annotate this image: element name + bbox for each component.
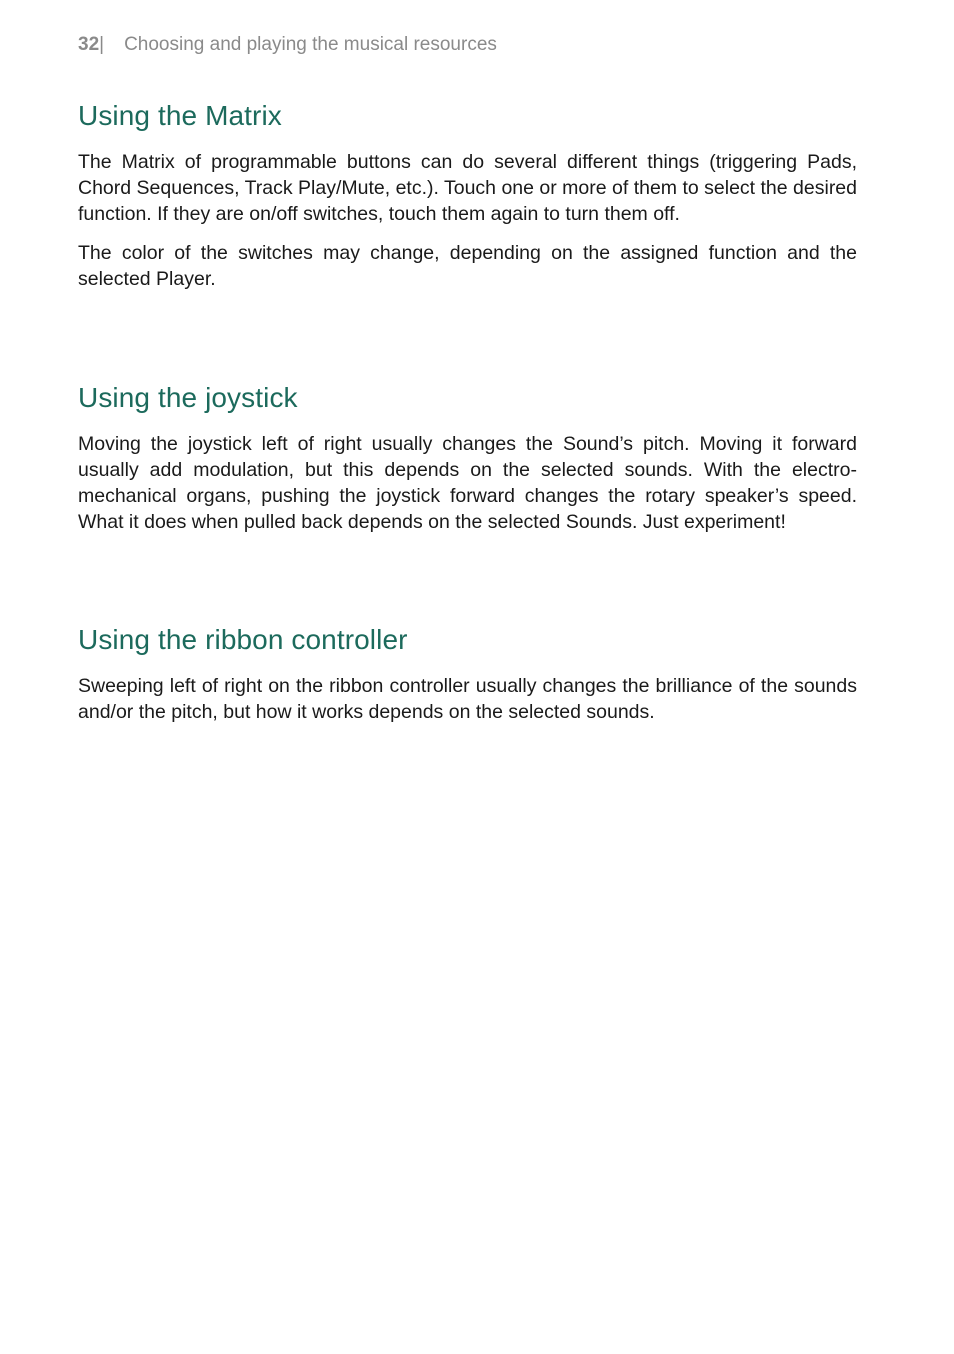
section-matrix xyxy=(78,99,857,292)
section-ribbon-controller xyxy=(78,623,857,725)
section-heading: Using the joystick xyxy=(78,382,298,413)
body-paragraph: Sweeping left of right on the ribbon controller usually changes the brilliance of the sounds and/or the pitch, but how it works depends on the selected sounds. xyxy=(78,675,857,723)
body-paragraph: Moving the joystick left of right usually changes the Sound’s pitch. Moving it forward usually add modulation, but this depends on the selected sounds. With the electro-mechanical organs, pushing the joystick forward changes the rotary speaker’s speed. What it does when pulled back depends on the selected Sounds. Just experiment! xyxy=(78,433,857,533)
header-separator: | xyxy=(99,34,105,55)
page-header xyxy=(78,33,497,57)
section-joystick xyxy=(78,381,857,535)
section-heading: Using the Matrix xyxy=(78,100,282,131)
section-heading: Using the ribbon controller xyxy=(78,624,408,655)
body-paragraph: The color of the switches may change, depending on the assigned function and the selected Player. xyxy=(78,242,857,290)
page-number: 32 xyxy=(78,34,100,55)
running-title: Choosing and playing the musical resources xyxy=(124,34,497,55)
body-paragraph: The Matrix of programmable buttons can do several different things (triggering Pads, Chord Sequences, Track Play/Mute, etc.). Touch one or more of them to select the desired function. If they are on/off switches, touch them again to turn them off. xyxy=(78,151,857,225)
